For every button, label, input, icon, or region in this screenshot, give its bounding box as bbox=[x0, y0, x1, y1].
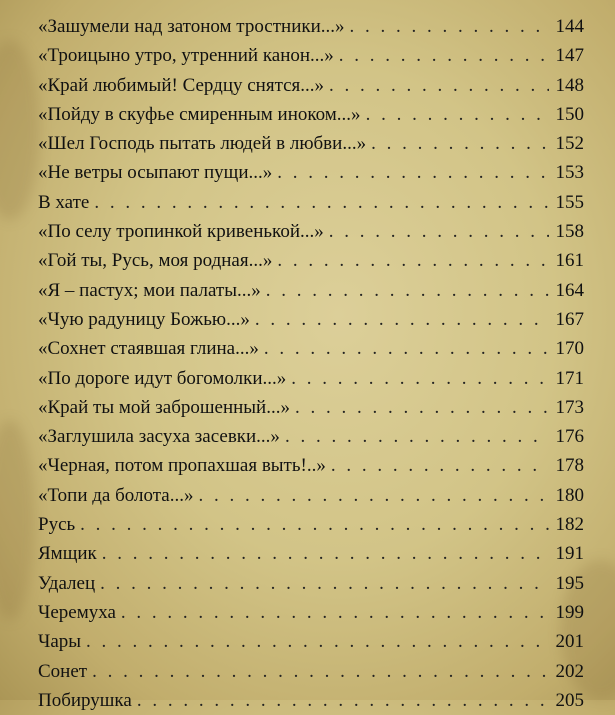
toc-entry bbox=[38, 71, 584, 100]
toc-entry bbox=[38, 451, 584, 480]
toc-entry-title: «Край ты мой заброшенный...» bbox=[38, 396, 290, 418]
toc-entry bbox=[38, 481, 584, 510]
dot-leader bbox=[366, 100, 549, 129]
toc-entry-title: «Черная, потом пропахшая выть!..» bbox=[38, 455, 326, 477]
toc-entry-page: 167 bbox=[555, 308, 584, 330]
dot-leader bbox=[255, 305, 549, 334]
dot-leader bbox=[291, 364, 549, 393]
toc-entry-title: «Пойду в скуфье смиренным иноком...» bbox=[38, 103, 361, 125]
toc-entry-title: Черемуха bbox=[38, 601, 116, 623]
toc-entry bbox=[38, 41, 584, 70]
toc-entry-page: 176 bbox=[555, 426, 584, 448]
dot-leader bbox=[277, 158, 549, 187]
toc-entry bbox=[38, 334, 584, 363]
toc-entry-page: 164 bbox=[555, 279, 584, 301]
toc-entry-page: 170 bbox=[555, 338, 584, 360]
toc-entry-title: «Сохнет стаявшая глина...» bbox=[38, 338, 259, 360]
dot-leader bbox=[198, 481, 549, 510]
toc-entry-title: «Шел Господь пытать людей в любви...» bbox=[38, 133, 367, 155]
toc-entry bbox=[38, 569, 584, 598]
dot-leader bbox=[264, 334, 549, 363]
toc-entry bbox=[38, 627, 584, 656]
dot-leader bbox=[102, 539, 549, 568]
toc-entry-page: 144 bbox=[555, 16, 584, 37]
dot-leader bbox=[266, 276, 549, 305]
toc-entry-title: В хате bbox=[38, 191, 90, 213]
toc-entry-title: «Я – пастух; мои палаты...» bbox=[38, 279, 261, 301]
toc-entry-page: 161 bbox=[555, 250, 584, 272]
dot-leader bbox=[86, 627, 549, 656]
toc-entry bbox=[38, 510, 584, 539]
dot-leader bbox=[285, 422, 549, 451]
toc-entry-page: 180 bbox=[555, 484, 584, 506]
dot-leader bbox=[339, 41, 549, 70]
toc-entry bbox=[38, 158, 584, 187]
toc-entry-page: 205 bbox=[555, 689, 584, 711]
toc-entry bbox=[38, 422, 584, 451]
toc-entry bbox=[38, 12, 584, 41]
dot-leader bbox=[80, 510, 549, 539]
dot-leader bbox=[92, 657, 549, 686]
dot-leader bbox=[331, 451, 549, 480]
toc-entry bbox=[38, 188, 584, 217]
dot-leader bbox=[371, 129, 549, 158]
dot-leader bbox=[329, 217, 549, 246]
dot-leader bbox=[121, 598, 549, 627]
toc-entry bbox=[38, 539, 584, 568]
toc-entry bbox=[38, 393, 584, 422]
table-of-contents bbox=[38, 12, 584, 715]
toc-entry-page: 178 bbox=[555, 455, 584, 477]
toc-entry-page: 202 bbox=[555, 660, 584, 682]
toc-entry bbox=[38, 364, 584, 393]
toc-entry bbox=[38, 217, 584, 246]
toc-entry-page: 155 bbox=[555, 191, 584, 213]
toc-entry-page: 182 bbox=[555, 514, 584, 536]
toc-entry-title: Ямщик bbox=[38, 543, 97, 565]
toc-entry-title: «Троицыно утро, утренний канон...» bbox=[38, 45, 334, 67]
dot-leader bbox=[350, 12, 549, 41]
toc-entry bbox=[38, 686, 584, 715]
dot-leader bbox=[329, 71, 549, 100]
toc-entry-page: 191 bbox=[555, 543, 584, 565]
dot-leader bbox=[295, 393, 549, 422]
toc-entry-title: «Чую радуницу Божью...» bbox=[38, 308, 250, 330]
toc-entry-page: 152 bbox=[555, 133, 584, 155]
toc-entry-title: «Зашумели над затоном тростники...» bbox=[38, 16, 345, 37]
toc-entry-page: 171 bbox=[555, 367, 584, 389]
toc-entry bbox=[38, 657, 584, 686]
toc-entry-title: Русь bbox=[38, 514, 76, 536]
toc-entry-title: Побирушка bbox=[38, 689, 132, 711]
toc-entry-page: 147 bbox=[555, 45, 584, 67]
dot-leader bbox=[137, 686, 549, 715]
toc-entry-page: 153 bbox=[555, 162, 584, 184]
toc-entry-title: «По дороге идут богомолки...» bbox=[38, 367, 287, 389]
toc-entry-title: Чары bbox=[38, 631, 82, 653]
dot-leader bbox=[100, 569, 549, 598]
toc-entry-title: Удалец bbox=[38, 572, 96, 594]
toc-entry-title: «Топи да болота...» bbox=[38, 484, 194, 506]
toc-entry bbox=[38, 598, 584, 627]
dot-leader bbox=[277, 246, 549, 275]
toc-entry-title: «Не ветры осыпают пущи...» bbox=[38, 162, 273, 184]
toc-entry-page: 173 bbox=[555, 396, 584, 418]
toc-entry-page: 199 bbox=[555, 601, 584, 623]
toc-entry-page: 195 bbox=[555, 572, 584, 594]
toc-entry-page: 150 bbox=[555, 103, 584, 125]
toc-entry-title: «Заглушила засуха засевки...» bbox=[38, 426, 280, 448]
toc-entry bbox=[38, 246, 584, 275]
toc-entry bbox=[38, 129, 584, 158]
toc-entry-title: «Гой ты, Русь, моя родная...» bbox=[38, 250, 273, 272]
toc-entry-page: 148 bbox=[555, 74, 584, 96]
toc-entry bbox=[38, 100, 584, 129]
toc-entry-title: «По селу тропинкой кривенькой...» bbox=[38, 221, 324, 243]
toc-entry-title: Сонет bbox=[38, 660, 88, 682]
toc-entry-page: 201 bbox=[555, 631, 584, 653]
toc-entry bbox=[38, 305, 584, 334]
toc-entry-page: 158 bbox=[555, 221, 584, 243]
toc-entry bbox=[38, 276, 584, 305]
toc-entry-title: «Край любимый! Сердцу снятся...» bbox=[38, 74, 325, 96]
dot-leader bbox=[94, 188, 549, 217]
